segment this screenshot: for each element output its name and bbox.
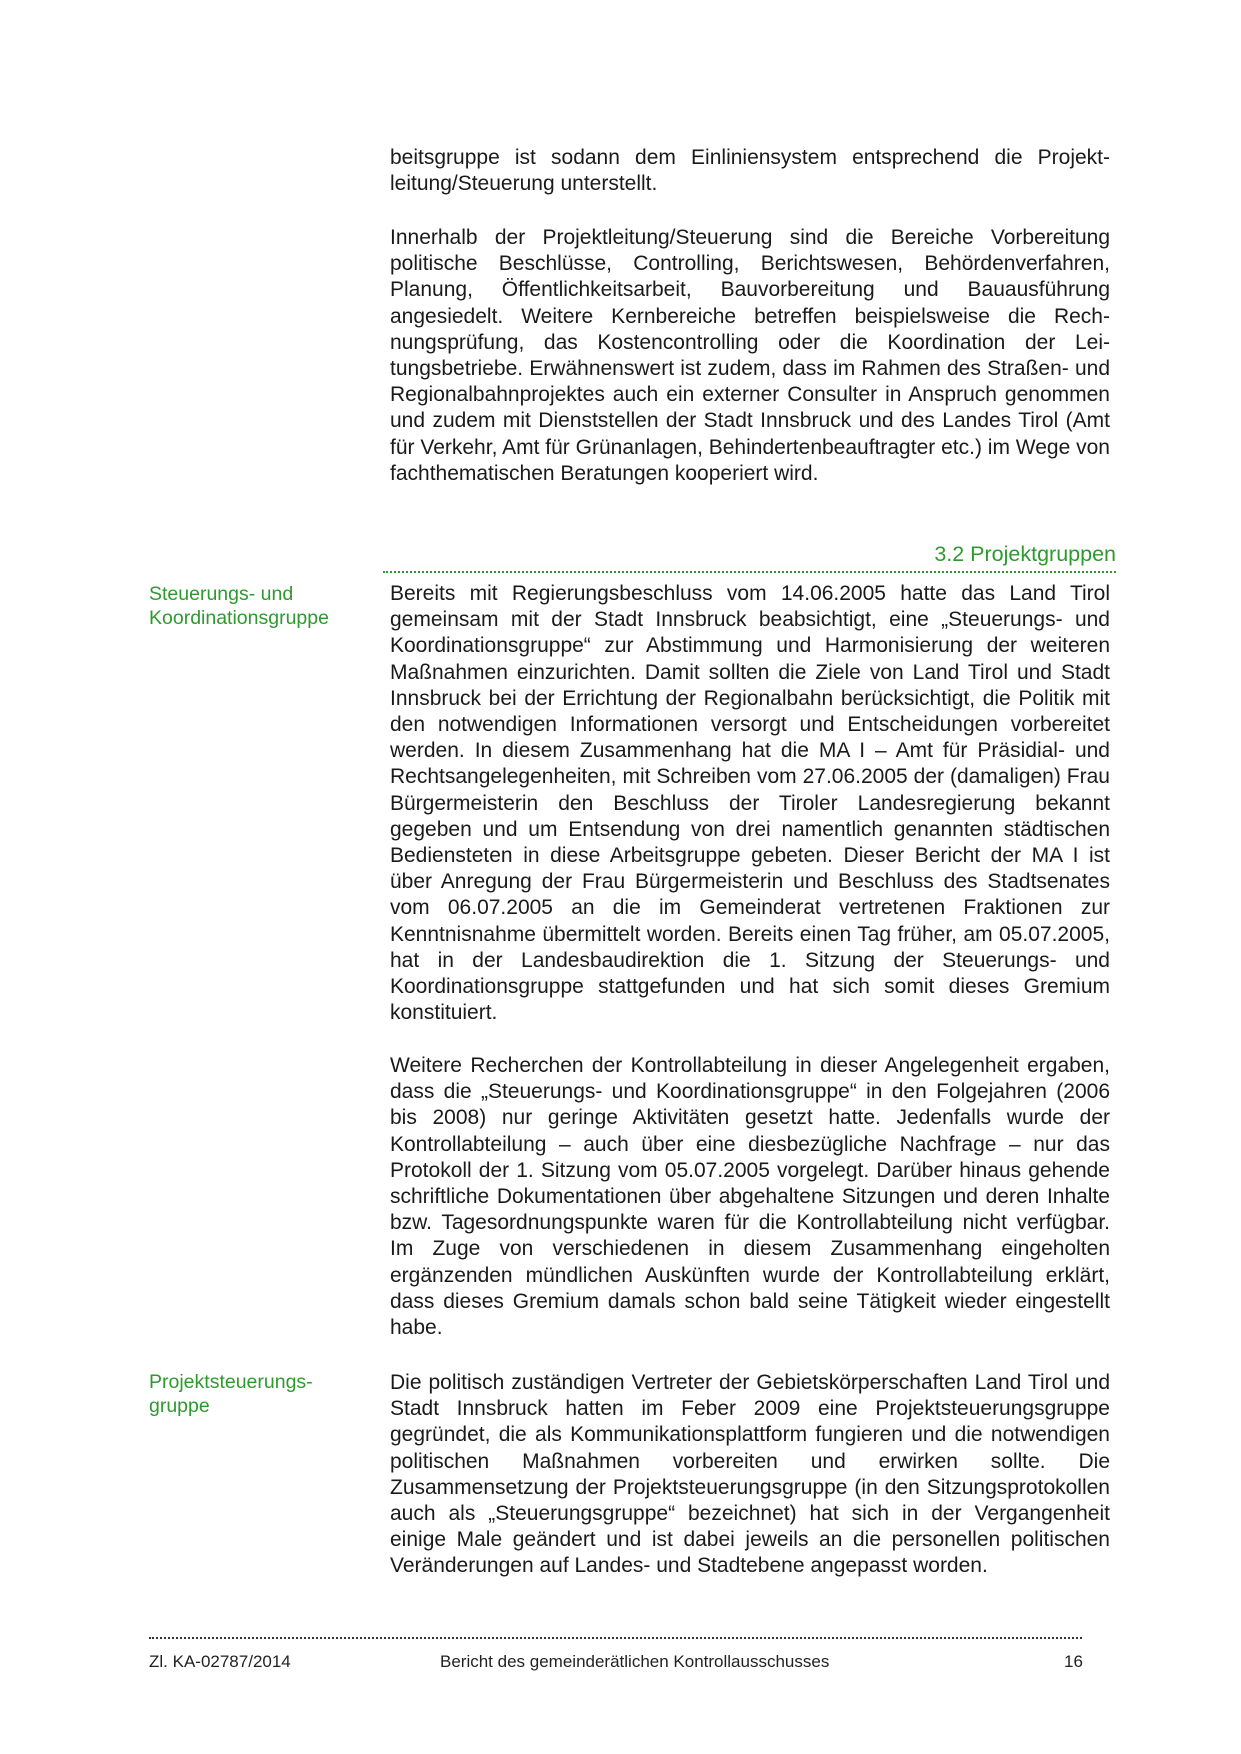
section-heading: [383, 539, 1116, 573]
section-heading-text: 3.2 Projektgruppen: [934, 542, 1116, 566]
paragraph-recherchen: [390, 1053, 1110, 1341]
body-paragraph: Die politisch zuständigen Vertreter der Gebietskörperschaften Land Tirol und Stadt Innsbruck hatten im Feber 2009 eine Projektsteuerungsgruppe gegründet, die als Kommunikationsplattform fungieren und die notwendigen politischen Maßnahmen vorbereiten und erwirken sollte. Die Zusammensetzung der Projektsteuerungsgruppe (in den Sitzungsprotokollen auch als „Steuerungsgruppe“ bezeichnet) hat sich in der Vergangenheit einige Male geändert und ist dabei jeweils an die personellen politischen Veränderungen auf Landes- und Stadtebene angepasst worden.: [390, 1371, 1110, 1578]
margin-label-line: Koordinationsgruppe: [149, 607, 329, 629]
body-paragraph: Bereits mit Regierungsbeschluss vom 14.06.2005 hatte das Land Tirol gemeinsam mit der Stadt Innsbruck beabsichtigt, eine „Steuerungs- und Koordinationsgruppe“ zur Abstimmung und Harmonisierung der weiteren Maßnahmen einzurichten. Damit sollten die Ziele von Land Tirol und Stadt Innsbruck bei der Errichtung der Regionalbahn berücksichtigt, die Politik mit den notwendigen Informationen versorgt und Entscheidungen vorbereitet werden. In diesem Zusammenhang hat die MA I – Amt für Präsidial- und Rechtsangelegenheiten, mit Schreiben vom 27.06.2005 der (damaligen) Frau Bürgermeisterin den Beschluss der Tiroler Landesregierung bekannt gegeben und um Entsendung von drei namentlich genannten städtischen Bediensteten in diese Arbeitsgruppe gebeten. Dieser Bericht der MA I ist über Anregung der Frau Bürgermeisterin und Beschluss des Stadtsenates vom 06.07.2005 an die im Gemeinderat vertretenen Fraktionen zur Kenntnisnahme übermittelt worden. Bereits einen Tag früher, am 05.07.2005, hat in der Landesbaudirektion die 1. Sitzung der Steuerungs- und Koordinationsgruppe stattgefunden und hat sich somit dieses Gremium konstituiert.: [390, 582, 1110, 1025]
body-paragraph: Weitere Recherchen der Kontrollabteilung in dieser Angelegenheit ergaben, dass die „Steuerungs- und Koordinationsgruppe“ in den Folgejahren (2006 bis 2008) nur geringe Aktivitäten gesetzt hatte. Jedenfalls wurde der Kontrollabteilung – auch über eine diesbezügliche Nachfrage – nur das Protokoll der 1. Sitzung vom 05.07.2005 vorgelegt. Darüber hinaus gehende schriftliche Dokumentationen über abgehaltene Sitzungen und deren Inhalte bzw. Tagesordnungspunkte waren für die Kontrollabteilung nicht verfügbar. Im Zuge von verschiedenen in diesem Zusammenhang eingeholten ergänzenden mündlichen Auskünften wurde der Kontrollabteilung erklärt, dass dieses Gremium damals schon bald seine Tätigkeit wieder eingestellt habe.: [390, 1054, 1110, 1340]
margin-label-line: Steuerungs- und: [149, 583, 294, 605]
footer-reference: Zl. KA-02787/2014: [149, 1652, 291, 1671]
body-paragraph: Innerhalb der Projektleitung/Steuerung sind die Bereiche Vorbereitung politische Beschlüsse, Controlling, Berichtswesen, Behördenverfahren, Planung, Öffentlichkeitsarbeit, Bauvorbereitung und Bauausführung angesiedelt. Weitere Kernbereiche betreffen beispielsweise die Rechnungsprüfung, das Kostencontrolling oder die Koordination der Leitungsbetriebe. Erwähnenswert ist zudem, dass im Rahmen des Straßen- und Regionalbahnprojektes auch ein externer Consulter in Anspruch genommen und zudem mit Dienststellen der Stadt Innsbruck und des Landes Tirol (Amt für Verkehr, Amt für Grünanlagen, Behindertenbeauftragter etc.) im Wege von fachthematischen Beratungen kooperiert wird.: [390, 226, 1110, 485]
paragraph-intro-continuation: [390, 145, 1110, 197]
paragraph-projektsteuerungsgruppe: [390, 1370, 1110, 1580]
margin-label-steuerungsgruppe: [149, 582, 379, 630]
footer-title: Bericht des gemeinderätlichen Kontrollausschusses: [440, 1652, 830, 1671]
margin-label-line: gruppe: [149, 1395, 210, 1417]
margin-label-projektsteuerungsgruppe: [149, 1370, 379, 1418]
margin-label-line: Projektsteuerungs-: [149, 1371, 313, 1393]
footer-divider: [149, 1637, 1082, 1639]
paragraph-steuerungsgruppe: [390, 581, 1110, 1026]
body-paragraph: beitsgruppe ist sodann dem Einliniensystem entsprechend die Projektleitung/Steuerung unterstellt.: [390, 146, 1110, 196]
page-number: 16: [1064, 1652, 1083, 1671]
paragraph-projektleitung: [390, 225, 1110, 487]
